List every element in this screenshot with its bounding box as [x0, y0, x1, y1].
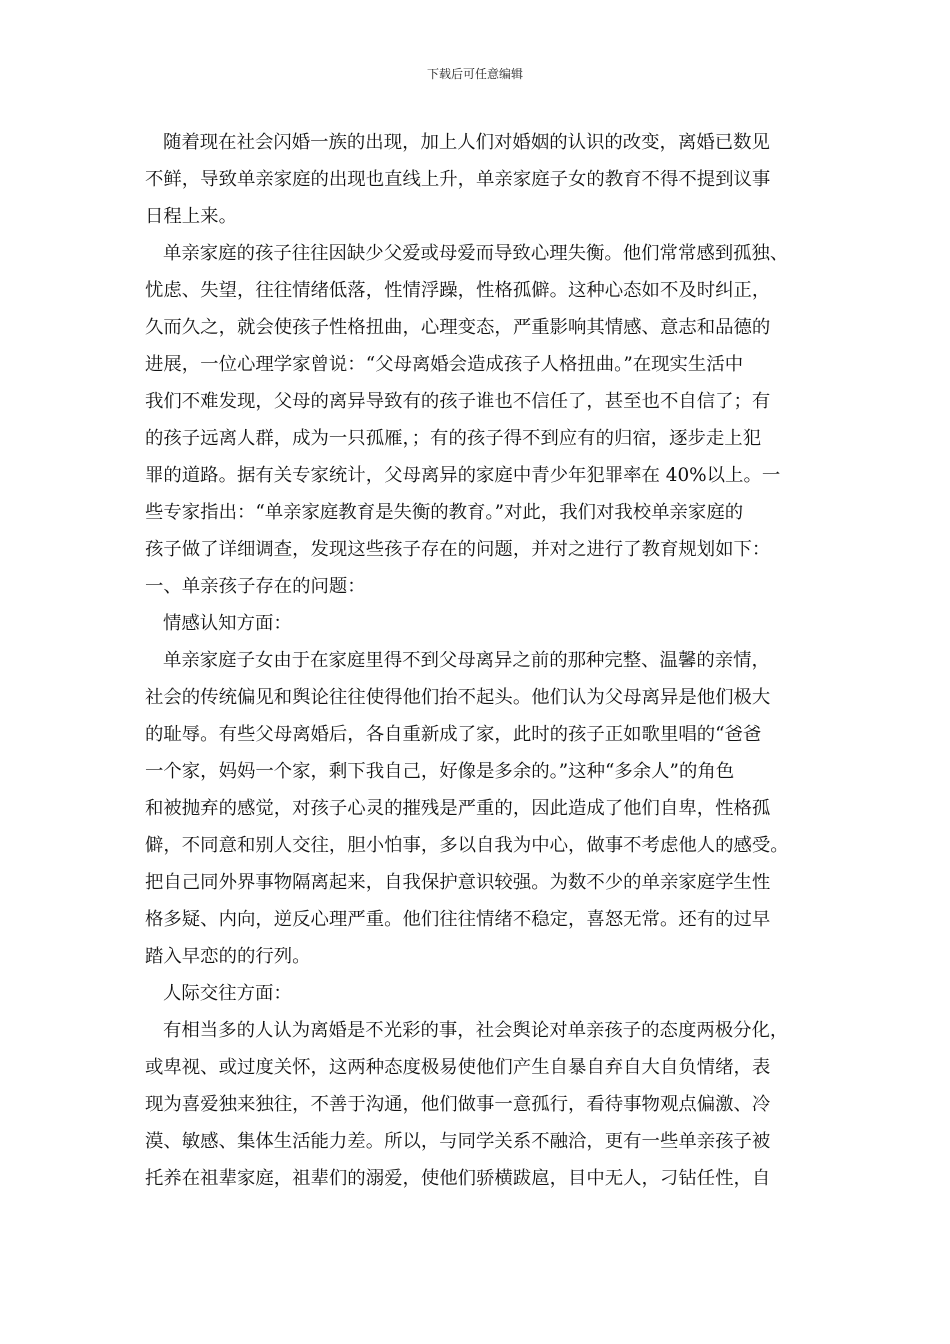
text-line: 踏入早恋的的行列。: [145, 946, 311, 967]
text-line: 托养在祖辈家庭，祖辈们的溺爱，使他们骄横跋扈，目中无人，刁钻任性，自: [145, 1168, 771, 1189]
text-line: 单亲家庭的孩子往往因缺少父爱或母爱而导致心理失衡。他们常常感到孤独、: [163, 243, 789, 264]
document-body: [145, 124, 809, 1197]
text-line: 和被抛弃的感觉，对孩子心灵的摧残是严重的，因此造成了他们自卑，性格孤: [145, 798, 771, 819]
subsection-heading: 人际交往方面：: [163, 983, 292, 1004]
text-line: 久而久之，就会使孩子性格扭曲，心理变态，严重影响其情感、意志和品德的: [145, 317, 771, 338]
text-line: 把自己同外界事物隔离起来，自我保护意识较强。为数不少的单亲家庭学生性: [145, 872, 771, 893]
page-header: 下载后可任意编辑: [426, 67, 523, 81]
text-line: 不鲜，导致单亲家庭的出现也直线上升，单亲家庭子女的教育不得不提到议事: [145, 169, 771, 190]
text-line: 僻，不同意和别人交往，胆小怕事，多以自我为中心，做事不考虑他人的感受。: [145, 835, 789, 856]
text-line: 格多疑、内向，逆反心理严重。他们往往情绪不稳定，喜怒无常。还有的过早: [145, 909, 771, 930]
text-line: 我们不难发现，父母的离异导致有的孩子谁也不信任了，甚至也不自信了；有: [145, 391, 771, 412]
text-line: 社会的传统偏见和舆论往往使得他们抬不起头。他们认为父母离异是他们极大: [145, 687, 771, 708]
section-heading: 一、单亲孩子存在的问题：: [145, 576, 366, 597]
text-line: 的耻辱。有些父母离婚后，各自重新成了家，此时的孩子正如歌里唱的“爸爸: [145, 724, 762, 745]
text-line: 忧虑、失望，往往情绪低落，性情浮躁，性格孤僻。这种心态如不及时纠正，: [145, 280, 771, 301]
text-line: 现为喜爱独来独往，不善于沟通，他们做事一意孤行，看待事物观点偏激、冷: [145, 1094, 771, 1115]
text-line: 一个家，妈妈一个家，剩下我自己，好像是多余的。”这种“多余人”的角色: [145, 761, 735, 782]
text-line: 有相当多的人认为离婚是不光彩的事，社会舆论对单亲孩子的态度两极分化，: [163, 1020, 789, 1041]
text-line: 些专家指出：“单亲家庭教育是失衡的教育。”对此，我们对我校单亲家庭的: [145, 502, 744, 523]
text-line: 孩子做了详细调查，发现这些孩子存在的问题，并对之进行了教育规划如下：: [145, 539, 771, 560]
text-line: 单亲家庭子女由于在家庭里得不到父母离异之前的那种完整、温馨的亲情，: [163, 650, 770, 671]
text-line: 漠、敏感、集体生活能力差。所以，与同学关系不融洽，更有一些单亲孩子被: [145, 1131, 771, 1152]
text-line: 随着现在社会闪婚一族的出现，加上人们对婚姻的认识的改变，离婚已数见: [163, 132, 770, 153]
text-line: 或卑视、或过度关怀，这两种态度极易使他们产生自暴自弃自大自负情绪，表: [145, 1057, 771, 1078]
text-line: 进展，一位心理学家曾说：“父母离婚会造成孩子人格扭曲。”在现实生活中: [145, 354, 744, 375]
subsection-heading: 情感认知方面：: [163, 613, 292, 634]
text-line: 罪的道路。据有关专家统计，父母离异的家庭中青少年犯罪率在 40%以上。一: [145, 465, 781, 486]
text-line: 的孩子远离人群，成为一只孤雁，；有的孩子得不到应有的归宿，逐步走上犯: [145, 428, 762, 449]
text-line: 日程上来。: [145, 206, 237, 227]
